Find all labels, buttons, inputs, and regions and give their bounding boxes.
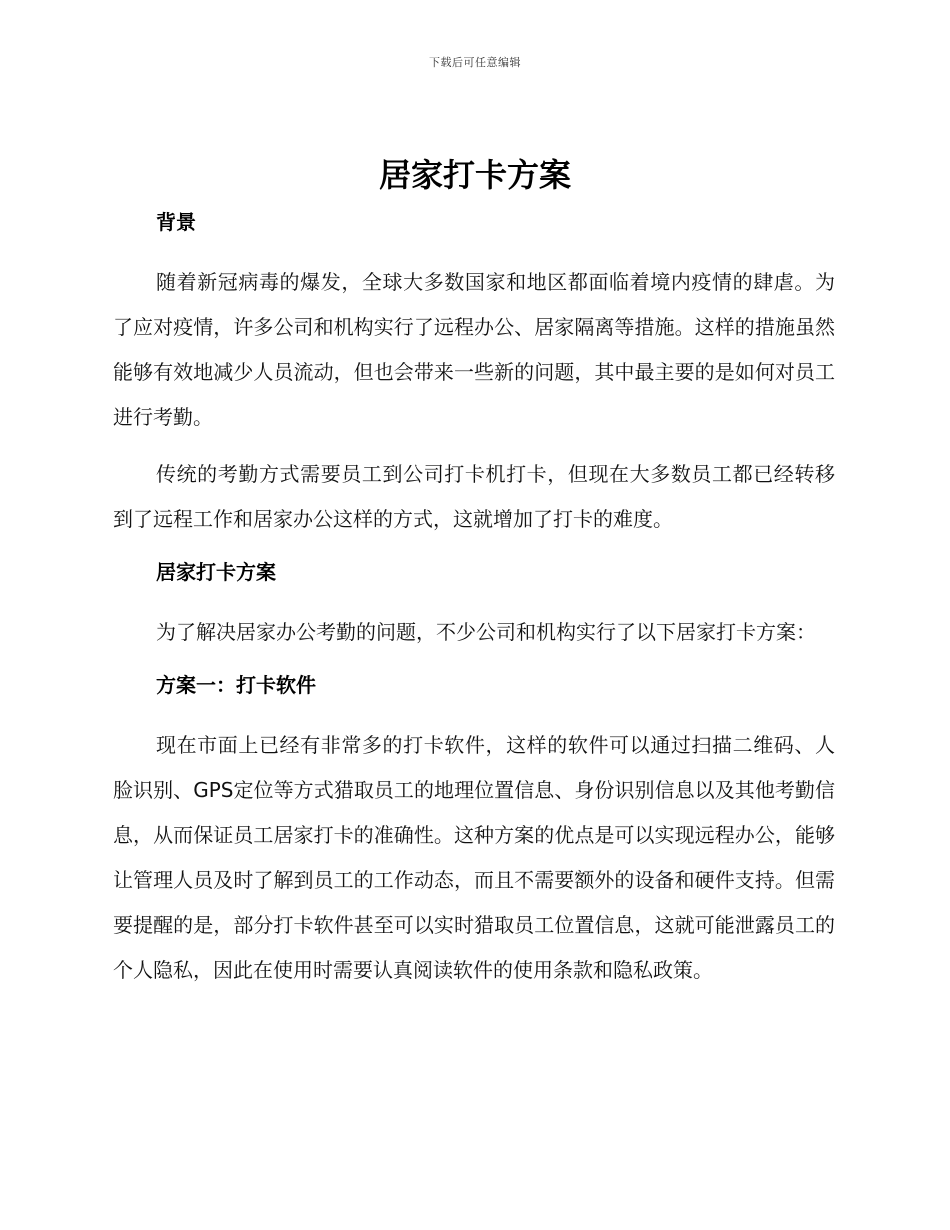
paragraph: 为了解决居家办公考勤的问题，不少公司和机构实行了以下居家打卡方案： xyxy=(156,620,816,644)
document-body xyxy=(113,204,835,1005)
paragraph: 现在市面上已经有非常多的打卡软件，这样的软件可以通过扫描二维码、人脸识别、GPS定位等方式猎取员工的地理位置信息、身份识别信息以及其他考勤信息，从而保证员工居家打卡的准确性。这种方案的优点是可以实现远程办公，能够让管理人员及时了解到员工的工作动态，而且不需要额外的设备和硬件支持。但需要提醒的是，部分打卡软件甚至可以实时猎取员工位置信息，这就可能泄露员工的个人隐私，因此在使用时需要认真阅读软件的使用条款和隐私政策。 xyxy=(113,733,835,982)
section-heading-plan: 居家打卡方案 xyxy=(156,560,276,584)
paragraph: 随着新冠病毒的爆发，全球大多数国家和地区都面临着境内疫情的肆虐。为了应对疫情，许多公司和机构实行了远程办公、居家隔离等措施。这样的措施虽然能够有效地减少人员流动，但也会带来一些新的问题，其中最主要的是如何对员工进行考勤。 xyxy=(113,270,835,429)
paragraph: 传统的考勤方式需要员工到公司打卡机打卡，但现在大多数员工都已经转移到了远程工作和居家办公这样的方式，这就增加了打卡的难度。 xyxy=(113,462,835,531)
document-title: 居家打卡方案 xyxy=(378,156,571,194)
section-heading-background: 背景 xyxy=(156,210,196,234)
page-header-note: 下载后可任意编辑 xyxy=(429,56,521,69)
section-heading-option-one: 方案一：打卡软件 xyxy=(156,673,316,697)
